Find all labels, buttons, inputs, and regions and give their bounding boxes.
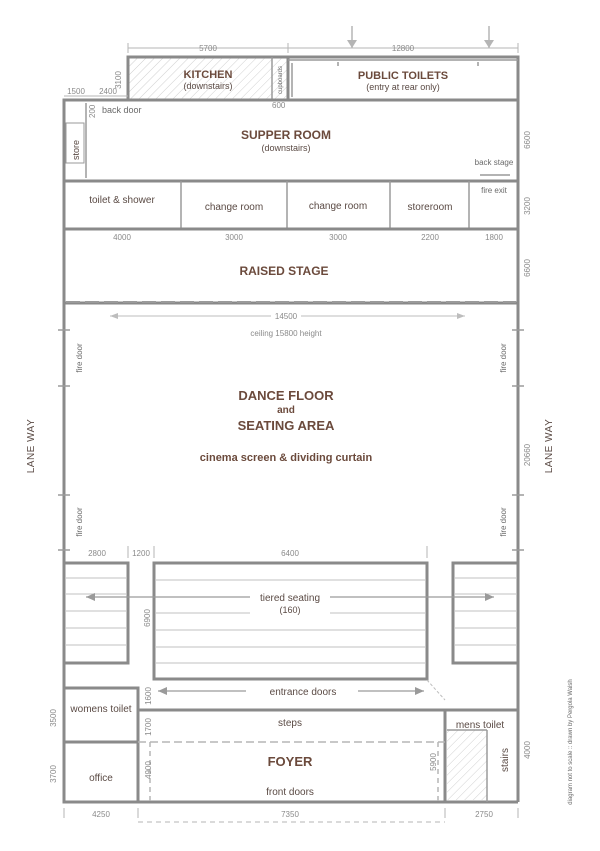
dim-fire-exit-width: 1800 — [485, 233, 503, 242]
entrance-doors — [158, 680, 445, 700]
dim-right-depth: 5900 — [429, 753, 438, 771]
tiered-seating-right — [453, 563, 518, 663]
public-toilets-label: PUBLIC TOILETS — [357, 70, 449, 82]
fire-door-label: fire door — [499, 507, 508, 537]
supper-room-sublabel: (downstairs) — [261, 143, 311, 153]
dim-cupboard-width: 600 — [272, 101, 286, 110]
raised-stage — [64, 229, 518, 303]
dim-front-right-width: 2750 — [475, 810, 493, 819]
entrance-doors-label: entrance doors — [269, 687, 337, 698]
fire-door-label: fire door — [75, 507, 84, 537]
dim-stage-height: 6600 — [523, 259, 532, 277]
dim-left-a: 1500 — [67, 87, 85, 96]
tiered-seating-center — [154, 563, 427, 679]
foyer-label: FOYER — [267, 754, 313, 769]
dim-aisle-width: 1200 — [132, 549, 150, 558]
kitchen-sublabel: (downstairs) — [183, 81, 233, 91]
dim-storeroom-width: 2200 — [421, 233, 439, 242]
dim-kitchen-width: 5700 — [199, 44, 217, 53]
bottom-dimensions — [64, 808, 518, 819]
dim-foyer-depth: 4900 — [144, 761, 153, 779]
back-stage-label: back stage — [474, 158, 514, 167]
dim-toilets-width: 12800 — [391, 44, 415, 53]
and-label: and — [277, 405, 295, 416]
store-label: store — [71, 139, 81, 160]
steps-label: steps — [278, 718, 302, 729]
dim-seating-depth: 6900 — [143, 609, 152, 627]
lane-way-left-label: LANE WAY — [26, 418, 37, 474]
arrow-down-icon — [484, 26, 494, 48]
dim-kitchen-height: 3100 — [114, 71, 123, 89]
dim-entrance-depth: 1600 — [144, 687, 153, 705]
supper-room — [64, 100, 518, 181]
arrow-down-icon — [347, 26, 357, 48]
tiered-seating-label: tiered seating — [259, 593, 321, 604]
credit-label: diagram not to scale :: drawn by Pergola Walsh — [568, 679, 574, 805]
womens-toilet-label: womens toilet — [70, 704, 132, 715]
dim-change-1-width: 3000 — [225, 233, 243, 242]
dim-left-seating-width: 2800 — [88, 549, 106, 558]
lane-way-right-label: LANE WAY — [544, 418, 555, 474]
change-room-2-label: change room — [308, 201, 368, 212]
stairs-label: stairs — [500, 748, 511, 772]
kitchen — [128, 57, 288, 100]
change-room-1-label: change room — [204, 202, 264, 213]
dim-back-door: 200 — [88, 104, 97, 118]
supper-room-label: SUPPER ROOM — [240, 128, 332, 142]
seating-area-label: SEATING AREA — [237, 418, 335, 433]
dim-office-depth: 3700 — [49, 765, 58, 783]
cinema-screen-label: cinema screen & dividing curtain — [199, 452, 373, 464]
cupboards-label: cupboards — [278, 65, 284, 94]
public-toilets — [288, 57, 518, 100]
seating-dimensions — [88, 546, 427, 558]
fire-exit-label: fire exit — [481, 186, 507, 195]
dim-toilet-width: 4000 — [113, 233, 131, 242]
dance-floor-label: DANCE FLOOR — [238, 388, 334, 403]
back-door-label: back door — [102, 105, 142, 115]
kitchen-label: KITCHEN — [183, 69, 233, 81]
raised-stage-label: RAISED STAGE — [239, 264, 329, 278]
fire-door-label: fire door — [499, 343, 508, 373]
tiered-seating-left — [64, 563, 128, 663]
dim-change-2-width: 3000 — [329, 233, 347, 242]
dim-hall-width: 14500 — [274, 312, 298, 321]
fire-door-label: fire door — [75, 343, 84, 373]
dim-backstage-height: 3200 — [523, 197, 532, 215]
dim-left-b: 2400 — [99, 87, 117, 96]
dim-womens-depth: 3500 — [49, 709, 58, 727]
office-label: office — [89, 773, 113, 784]
mens-toilet-label: mens toilet — [455, 720, 505, 731]
public-toilets-sublabel: (entry at rear only) — [366, 82, 440, 92]
backstage-rooms — [64, 181, 518, 229]
top-dimensions — [128, 26, 518, 53]
toilet-shower-label: toilet & shower — [89, 195, 155, 206]
dim-hall-length: 20660 — [523, 443, 532, 467]
ceiling-height-label: ceiling 15800 height — [250, 329, 322, 338]
dim-front-left-width: 4250 — [92, 810, 110, 819]
dim-steps-depth: 1700 — [144, 718, 153, 736]
dim-supper-height: 6600 — [523, 131, 532, 149]
front-doors-label: front doors — [266, 787, 314, 798]
backstage-dimensions — [113, 233, 503, 242]
storeroom-label: storeroom — [407, 202, 453, 213]
tiered-seating-count: (160) — [279, 605, 301, 615]
dim-center-seating-width: 6400 — [281, 549, 299, 558]
dim-stairs-depth: 4000 — [523, 741, 532, 759]
dim-front-center-width: 7350 — [281, 810, 299, 819]
